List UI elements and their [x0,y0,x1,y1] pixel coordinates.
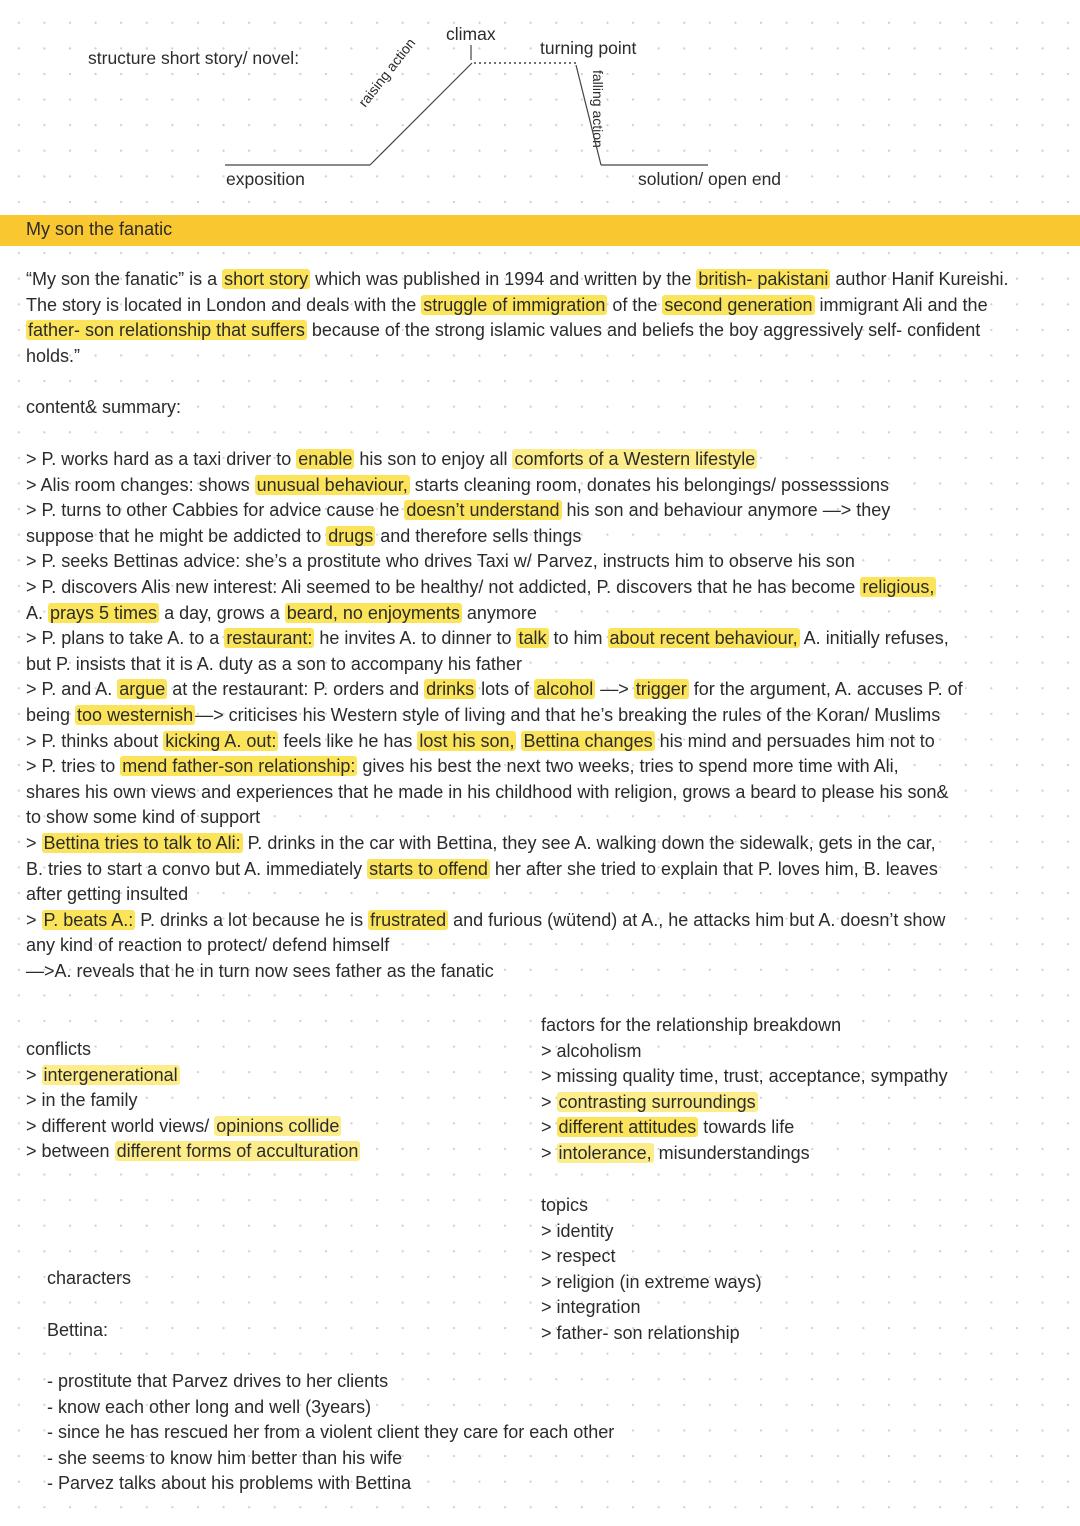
highlight: struggle of immigration [423,294,606,315]
summary-line: suppose that he might be addicted to drugs and therefore sells things [26,525,582,546]
intro-text: because of the strong islamic values and beliefs the boy aggressively self- confident holds.” [26,320,981,366]
list-item: > religion (in extreme ways) [541,1271,762,1292]
list-item: > missing quality time, trust, acceptance, sympathy [541,1066,948,1087]
list-item: > different attitudes towards life [541,1117,795,1138]
diagram-solution-label: solution/ open end [638,169,782,189]
diagram-climax-label: climax [446,24,496,44]
content-summary-label: content& summary: [26,397,182,417]
summary-line: B. tries to start a convo but A. immediately starts to offend her after she tried to explain that P. loves him, B. leaves [26,858,938,879]
topics-section [541,1193,762,1347]
story-structure-diagram [0,0,1080,200]
list-item: > respect [541,1246,616,1267]
list-item: > between different forms of acculturation [26,1141,359,1162]
highlight: british- pakistani [698,269,829,289]
highlight: father- son relationship that suffers [28,320,305,341]
topics-title: topics [541,1195,589,1215]
summary-line: > P. tries to mend father-son relationship: gives his best the next two weeks, tries to spend more time with Ali, [26,756,899,777]
diagram-label: structure short story/ novel: [88,48,300,68]
summary-line: > P. beats A.: P. drinks a lot because he is frustrated and furious (wütend) at A., he attacks him but A. doesn’t show [26,909,946,930]
intro-text: immigrant Ali and the [814,294,988,315]
character-traits [47,1369,614,1497]
diagram-falling-action-label: falling action [590,70,606,148]
section-title-band [0,215,1080,246]
intro-text: which was published in 1994 and written by the [310,269,697,289]
factors-title: factors for the relationship breakdown [541,1015,842,1035]
characters-title: characters [47,1268,132,1288]
list-item: > in the family [26,1090,138,1111]
section-title: My son the fanatic [26,219,173,239]
summary-line: > Bettina tries to talk to Ali: P. drinks in the car with Bettina, they see A. walking down the sidewalk, gets in the car, [26,832,936,853]
intro-text: author Hanif Kureishi. The story is located in London and deals with the [26,269,1009,315]
character-name: Bettina: [47,1320,109,1340]
conflicts-section [26,1037,360,1165]
summary-line: > P. thinks about kicking A. out: feels like he has lost his son, Bettina changes his mind and persuades him not to [26,730,935,751]
diagram-turning-point-label: turning point [540,38,637,58]
list-item: > integration [541,1297,641,1318]
list-item: - since he has rescued her from a violent client they care for each other [47,1422,615,1443]
summary-line: A. prays 5 times a day, grows a beard, no enjoyments anymore [26,602,537,623]
diagram-raising-action-label: raising action [355,34,419,110]
highlight: short story [224,269,309,289]
summary-line: > P. plans to take A. to a restaurant: he invites A. to dinner to talk to him about recent behaviour, A. initially refuses, [26,628,949,649]
list-item: > alcoholism [541,1040,642,1061]
list-item: > identity [541,1220,614,1241]
list-item: - she seems to know him better than his wife [47,1447,403,1468]
list-item: > contrasting surroundings [541,1091,756,1112]
diagram-falling-line [576,65,601,165]
list-item: - prostitute that Parvez drives to her clients [47,1371,389,1391]
summary-line: any kind of reaction to protect/ defend himself [26,935,390,956]
summary-line: > P. turns to other Cabbies for advice cause he doesn’t understand his son and behaviour anymore —> they [26,500,891,521]
summary-line: shares his own views and experiences that he made in his childhood with religion, grows a beard to please his son& [26,781,949,802]
summary-line: > P. and A. argue at the restaurant: P. orders and drinks lots of alcohol —> trigger for the argument, A. accuses P. of [26,679,963,700]
intro-text: of the [607,294,663,315]
summary-line: > P. discovers Alis new interest: Ali seemed to be healthy/ not addicted, P. discovers that he has become religious, [26,576,935,597]
summary-line: but P. insists that it is A. duty as a son to accompany his father [26,653,522,674]
summary-line: > Alis room changes: shows unusual behaviour, starts cleaning room, donates his belongings/ possesssions [26,474,890,495]
list-item: > intergenerational [26,1064,178,1085]
factors-section [541,1013,948,1167]
summary-line: > P. works hard as a taxi driver to enable his son to enjoy all comforts of a Western lifestyle [26,449,756,469]
summary-line: > P. seeks Bettinas advice: she’s a prostitute who drives Taxi w/ Parvez, instructs him to observe his son [26,551,855,572]
list-item: > different world views/ opinions collide [26,1115,340,1136]
intro-paragraph [26,267,1026,369]
summary-line: to show some kind of support [26,807,261,828]
diagram-exposition-label: exposition [226,169,305,189]
conflicts-title: conflicts [26,1039,92,1059]
list-item: > intolerance, misunderstandings [541,1142,810,1163]
diagram-rising-line [370,63,472,165]
summary-line: after getting insulted [26,884,189,905]
summary-line: —>A. reveals that he in turn now sees father as the fanatic [26,960,494,981]
highlight: second generation [664,294,813,315]
summary-line: being too westernish —> criticises his Western style of living and that he’s breaking the rules of the Koran/ Muslims [26,704,941,725]
intro-text: “My son the fanatic” is a [26,269,223,289]
summary-list [26,447,963,984]
list-item: - Parvez talks about his problems with Bettina [47,1473,412,1494]
list-item: - know each other long and well (3years) [47,1396,372,1417]
list-item: > father- son relationship [541,1322,740,1343]
